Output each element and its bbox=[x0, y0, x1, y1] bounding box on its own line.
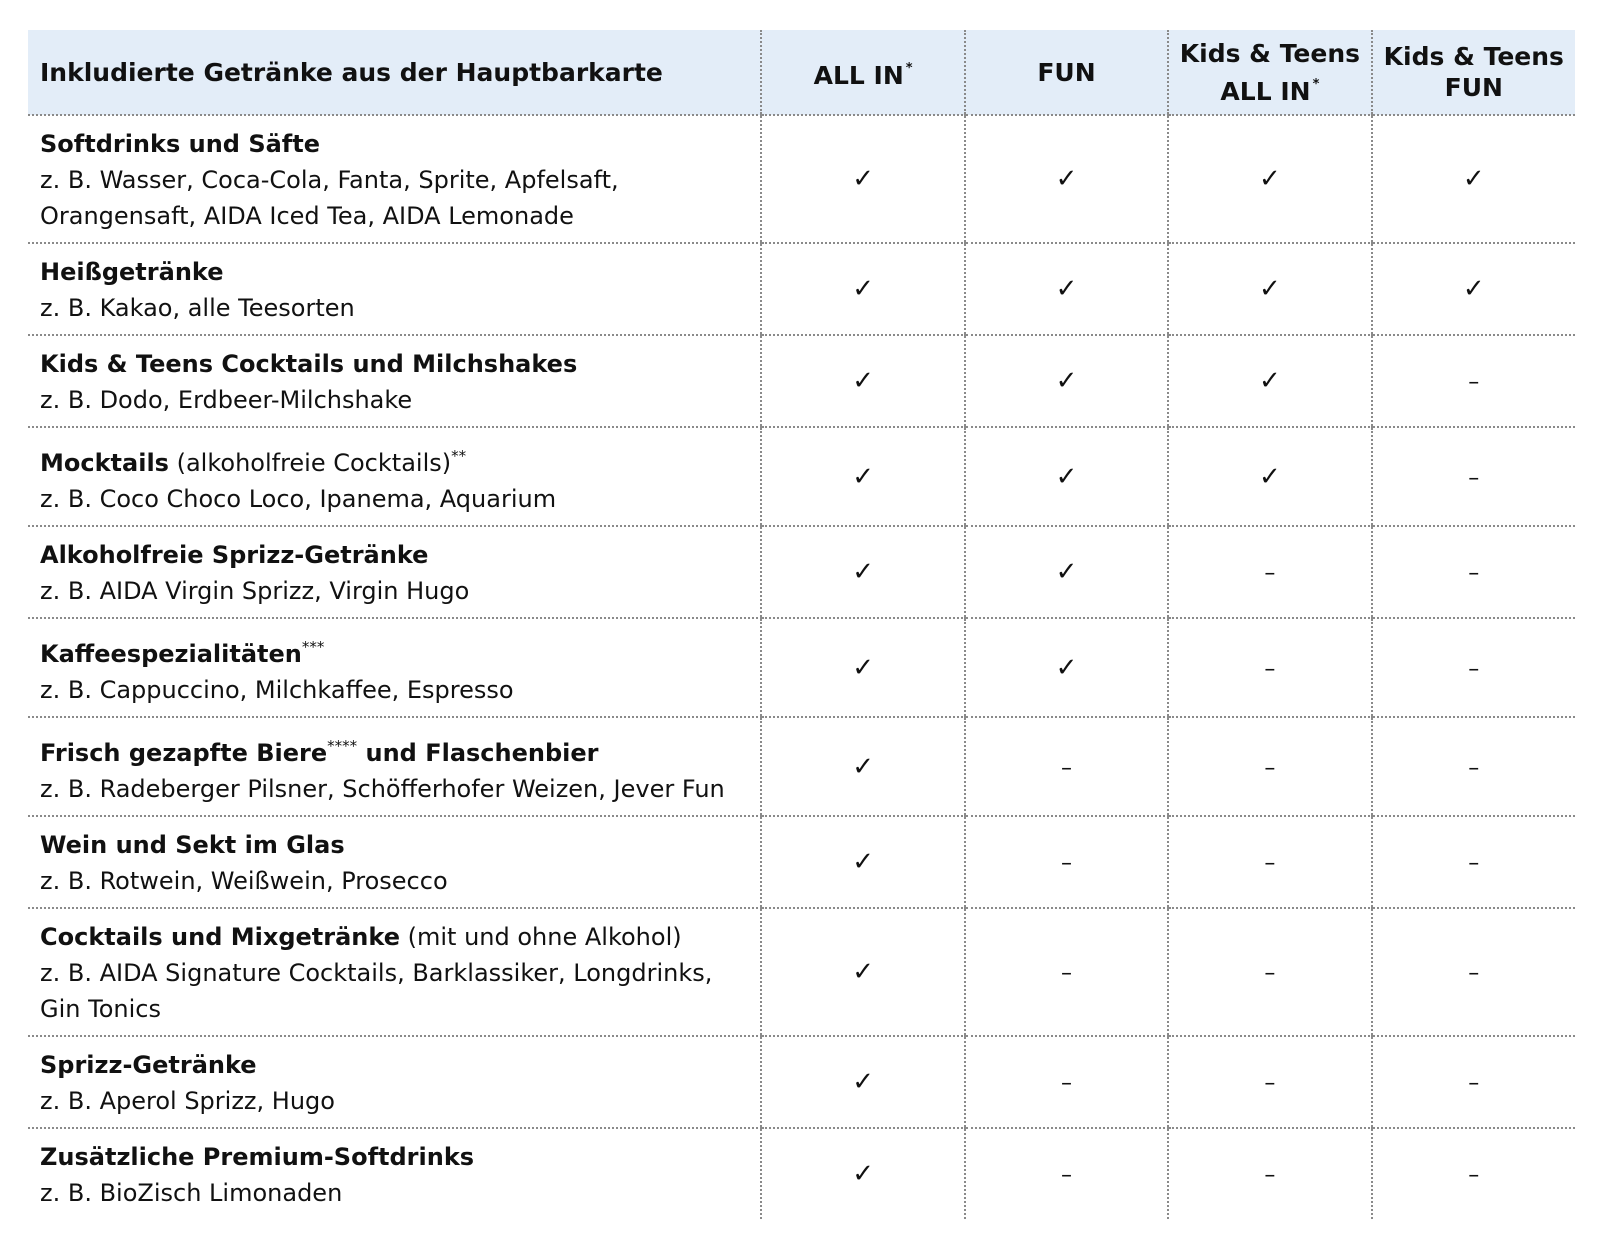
checkmark-icon: ✓ bbox=[1259, 366, 1281, 396]
drink-category-heading bbox=[40, 346, 748, 382]
package-availability-cell bbox=[761, 816, 964, 908]
drink-category-cell bbox=[28, 717, 761, 816]
header-line1: Kids & Teens bbox=[1383, 42, 1564, 71]
checkmark-icon: ✓ bbox=[852, 847, 875, 877]
dash-icon: – bbox=[1061, 1071, 1072, 1096]
checkmark-icon: ✓ bbox=[852, 274, 875, 304]
package-availability-cell bbox=[965, 243, 1168, 335]
header-column bbox=[761, 30, 964, 115]
drink-category-heading bbox=[40, 1139, 748, 1175]
package-availability-cell bbox=[761, 717, 964, 816]
checkmark-icon: ✓ bbox=[852, 751, 875, 782]
package-availability-cell bbox=[761, 618, 964, 717]
checkmark-icon: ✓ bbox=[852, 1067, 875, 1097]
package-availability-cell bbox=[1168, 243, 1371, 335]
package-availability-cell bbox=[1168, 717, 1371, 816]
drink-category-title: Softdrinks und Säfte bbox=[40, 130, 320, 158]
dash-icon: – bbox=[1061, 961, 1072, 986]
package-availability-cell bbox=[1372, 816, 1575, 908]
package-availability-cell bbox=[965, 115, 1168, 243]
checkmark-icon: ✓ bbox=[1259, 164, 1281, 194]
drink-examples: z. B. Rotwein, Weißwein, Prosecco bbox=[40, 867, 448, 895]
table-header-row bbox=[28, 30, 1575, 115]
drink-examples: z. B. Cappuccino, Milchkaffee, Espresso bbox=[40, 676, 514, 704]
drink-examples: z. B. Radeberger Pilsner, Schöfferhofer Weizen, Jever Fun bbox=[40, 775, 725, 803]
drink-category-heading bbox=[40, 827, 748, 863]
checkmark-icon: ✓ bbox=[1055, 366, 1078, 396]
footnote-stars: **** bbox=[327, 737, 358, 755]
checkmark-icon: ✓ bbox=[1055, 461, 1078, 492]
drink-category-cell bbox=[28, 115, 761, 243]
drink-category-note: (alkoholfreie Cocktails) bbox=[168, 449, 452, 477]
package-availability-cell bbox=[965, 717, 1168, 816]
drink-category-cell bbox=[28, 526, 761, 618]
package-availability-cell bbox=[1168, 1128, 1371, 1219]
dash-icon: – bbox=[1468, 961, 1480, 986]
checkmark-icon: ✓ bbox=[852, 164, 875, 194]
checkmark-icon: ✓ bbox=[852, 1159, 875, 1189]
drink-category-cell bbox=[28, 816, 761, 908]
header-line1: ALL IN bbox=[813, 61, 904, 90]
drink-category-title: Frisch gezapfte Biere bbox=[40, 739, 328, 767]
dash-icon: – bbox=[1468, 755, 1480, 781]
drink-category-heading bbox=[40, 629, 748, 672]
drink-examples: z. B. Coco Choco Loco, Ipanema, Aquarium bbox=[40, 485, 557, 513]
drink-category-heading bbox=[40, 438, 748, 481]
checkmark-icon: ✓ bbox=[1055, 274, 1078, 304]
package-availability-cell bbox=[1168, 908, 1371, 1036]
package-availability-cell bbox=[1372, 1128, 1575, 1219]
package-availability-cell bbox=[761, 115, 964, 243]
drink-category-note: (mit und ohne Alkohol) bbox=[400, 923, 682, 951]
drink-category-title: Alkoholfreie Sprizz-Getränke bbox=[40, 541, 429, 569]
checkmark-icon: ✓ bbox=[852, 957, 875, 987]
drink-category-title: Zusätzliche Premium-Softdrinks bbox=[40, 1143, 475, 1171]
checkmark-icon: ✓ bbox=[1462, 274, 1485, 304]
package-availability-cell bbox=[965, 427, 1168, 526]
drink-category-heading bbox=[40, 919, 748, 955]
package-availability-cell bbox=[965, 618, 1168, 717]
dash-icon: – bbox=[1468, 1071, 1480, 1096]
dash-icon: – bbox=[1264, 961, 1276, 986]
checkmark-icon: ✓ bbox=[1462, 164, 1485, 194]
dash-icon: – bbox=[1061, 755, 1072, 781]
drink-category-cell bbox=[28, 243, 761, 335]
dash-icon: – bbox=[1264, 755, 1276, 781]
dash-icon: – bbox=[1468, 656, 1480, 682]
dash-icon: – bbox=[1264, 1163, 1276, 1188]
dash-icon: – bbox=[1468, 465, 1480, 491]
header-column bbox=[965, 30, 1168, 115]
checkmark-icon: ✓ bbox=[852, 652, 875, 683]
dash-icon: – bbox=[1264, 1071, 1276, 1096]
header-column bbox=[1168, 30, 1371, 115]
table-row bbox=[28, 618, 1575, 717]
package-availability-cell bbox=[965, 1128, 1168, 1219]
drink-examples: z. B. BioZisch Limonaden bbox=[40, 1179, 343, 1207]
checkmark-icon: ✓ bbox=[852, 557, 875, 587]
drink-category-title: Kids & Teens Cocktails und Milchshakes bbox=[40, 350, 578, 378]
table-row bbox=[28, 335, 1575, 427]
dash-icon: – bbox=[1264, 656, 1276, 682]
checkmark-icon: ✓ bbox=[1259, 461, 1281, 492]
drinks-package-table bbox=[28, 30, 1575, 1219]
package-availability-cell bbox=[761, 335, 964, 427]
package-availability-cell bbox=[965, 1036, 1168, 1128]
dash-icon: – bbox=[1264, 561, 1276, 586]
package-availability-cell bbox=[1372, 717, 1575, 816]
package-availability-cell bbox=[1168, 618, 1371, 717]
table-row bbox=[28, 1128, 1575, 1219]
checkmark-icon: ✓ bbox=[1055, 557, 1078, 587]
package-availability-cell bbox=[1168, 1036, 1371, 1128]
drink-category-heading bbox=[40, 537, 748, 573]
header-sup: * bbox=[905, 61, 913, 76]
package-availability-cell bbox=[1372, 526, 1575, 618]
package-availability-cell bbox=[1168, 115, 1371, 243]
package-availability-cell bbox=[761, 908, 964, 1036]
package-availability-cell bbox=[1372, 618, 1575, 717]
package-availability-cell bbox=[965, 526, 1168, 618]
drink-category-cell bbox=[28, 1036, 761, 1128]
drink-category-heading bbox=[40, 1047, 748, 1083]
drink-examples: z. B. Dodo, Erdbeer-Milchshake bbox=[40, 386, 413, 414]
package-availability-cell bbox=[1372, 243, 1575, 335]
header-column bbox=[1372, 30, 1575, 115]
table-body bbox=[28, 115, 1575, 1219]
drink-category-cell bbox=[28, 908, 761, 1036]
package-availability-cell bbox=[761, 526, 964, 618]
checkmark-icon: ✓ bbox=[852, 366, 875, 396]
drink-examples: z. B. Aperol Sprizz, Hugo bbox=[40, 1087, 335, 1115]
drink-examples: z. B. AIDA Signature Cocktails, Barklassiker, Longdrinks, Gin Tonics bbox=[40, 959, 713, 1023]
header-line1: FUN bbox=[1037, 57, 1096, 87]
package-availability-cell bbox=[965, 908, 1168, 1036]
table-row bbox=[28, 243, 1575, 335]
package-availability-cell bbox=[1372, 1036, 1575, 1128]
footnote-stars: *** bbox=[301, 638, 325, 656]
checkmark-icon: ✓ bbox=[1055, 164, 1078, 194]
header-sup: * bbox=[1312, 76, 1320, 92]
dash-icon: – bbox=[1264, 851, 1276, 876]
drink-category-heading bbox=[40, 728, 748, 771]
dash-icon: – bbox=[1061, 1163, 1072, 1188]
drink-category-title: Wein und Sekt im Glas bbox=[40, 831, 345, 859]
package-availability-cell bbox=[1168, 427, 1371, 526]
drink-category-cell bbox=[28, 335, 761, 427]
drinks-package-table-wrapper bbox=[28, 30, 1575, 1219]
drink-category-heading bbox=[40, 254, 748, 290]
package-availability-cell bbox=[1372, 335, 1575, 427]
package-availability-cell bbox=[761, 243, 964, 335]
drink-examples: z. B. Kakao, alle Teesorten bbox=[40, 294, 355, 322]
drink-examples: z. B. AIDA Virgin Sprizz, Virgin Hugo bbox=[40, 577, 470, 605]
package-availability-cell bbox=[965, 816, 1168, 908]
package-availability-cell bbox=[1168, 526, 1371, 618]
package-availability-cell bbox=[1372, 908, 1575, 1036]
header-line2: ALL IN bbox=[1220, 76, 1311, 106]
package-availability-cell bbox=[1372, 115, 1575, 243]
dash-icon: – bbox=[1061, 851, 1072, 876]
header-line2: FUN bbox=[1444, 73, 1503, 102]
table-row bbox=[28, 1036, 1575, 1128]
package-availability-cell bbox=[965, 335, 1168, 427]
dash-icon: – bbox=[1468, 1163, 1480, 1188]
package-availability-cell bbox=[1372, 427, 1575, 526]
table-row bbox=[28, 717, 1575, 816]
package-availability-cell bbox=[1168, 335, 1371, 427]
table-row bbox=[28, 427, 1575, 526]
drink-category-title: Sprizz-Getränke bbox=[40, 1051, 257, 1079]
package-availability-cell bbox=[761, 1128, 964, 1219]
header-line1: Kids & Teens bbox=[1179, 38, 1361, 68]
dash-icon: – bbox=[1468, 561, 1480, 586]
drink-category-title: Kaffeespezialitäten bbox=[40, 640, 302, 668]
dash-icon: – bbox=[1468, 370, 1480, 395]
footnote-stars: ** bbox=[451, 447, 467, 465]
drink-category-title: Cocktails und Mixgetränke bbox=[40, 923, 400, 951]
dash-icon: – bbox=[1468, 851, 1480, 876]
table-row bbox=[28, 908, 1575, 1036]
checkmark-icon: ✓ bbox=[852, 461, 875, 492]
drink-category-title: Heißgetränke bbox=[40, 258, 224, 286]
header-drinks-label: Inkludierte Getränke aus der Hauptbarkarte bbox=[28, 30, 761, 115]
table-row bbox=[28, 526, 1575, 618]
drink-category-cell bbox=[28, 618, 761, 717]
package-availability-cell bbox=[761, 1036, 964, 1128]
package-availability-cell bbox=[761, 427, 964, 526]
checkmark-icon: ✓ bbox=[1259, 274, 1281, 304]
drink-category-title-continued: und Flaschenbier bbox=[357, 739, 599, 767]
table-row bbox=[28, 816, 1575, 908]
checkmark-icon: ✓ bbox=[1055, 652, 1078, 683]
package-availability-cell bbox=[1168, 816, 1371, 908]
drink-category-cell bbox=[28, 1128, 761, 1219]
drink-category-cell bbox=[28, 427, 761, 526]
drink-category-title: Mocktails bbox=[40, 449, 169, 477]
table-row bbox=[28, 115, 1575, 243]
drink-category-heading bbox=[40, 126, 748, 162]
drink-examples: z. B. Wasser, Coca-Cola, Fanta, Sprite, Apfelsaft, Orangensaft, AIDA Iced Tea, AIDA Lemonade bbox=[40, 166, 619, 230]
